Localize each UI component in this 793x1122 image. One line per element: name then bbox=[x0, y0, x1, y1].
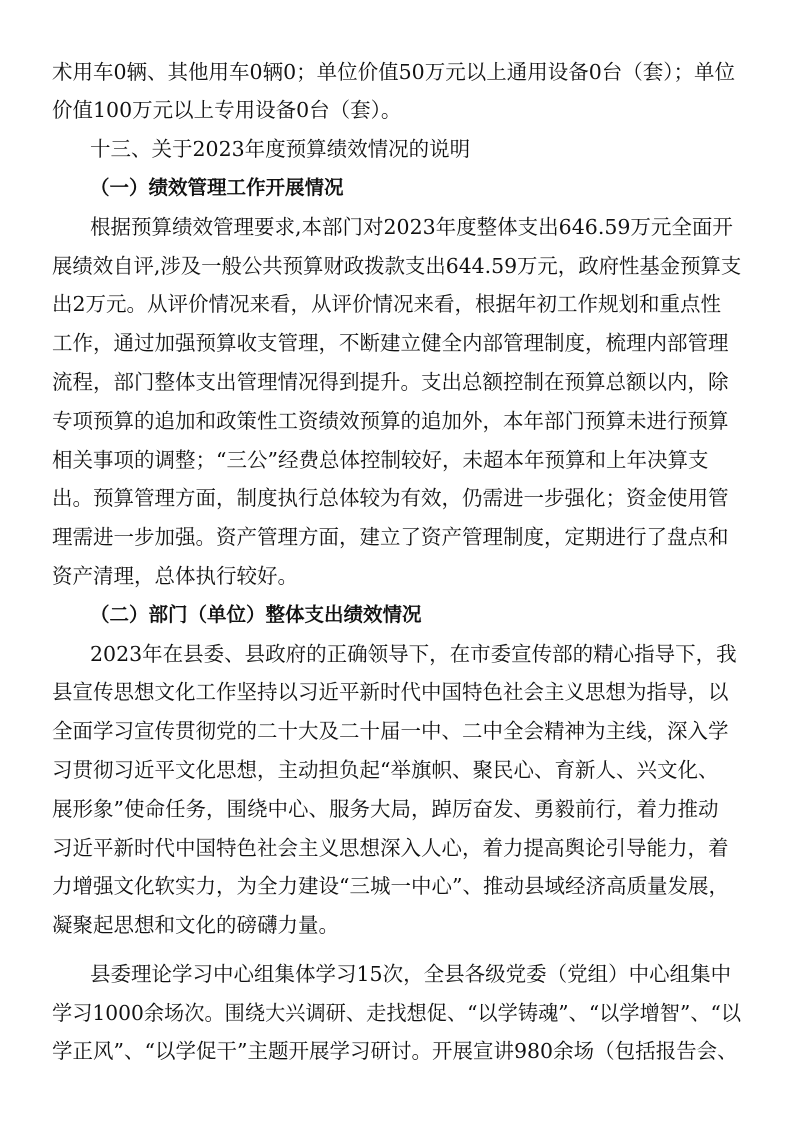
line-text: 专项预算的追加和政策性工资绩效预算的追加外，本年部门预算未进行预算 bbox=[52, 409, 729, 433]
line-text: 学习1000余场次。围绕大兴调研、走找想促、“以学铸魂”、“以学增智”、“以 bbox=[52, 1001, 742, 1025]
line-text: 价值100万元以上专用设备0台（套）。 bbox=[52, 98, 402, 122]
line-text: 工作，通过加强预算收支管理，不断建立健全内部管理制度，梳理内部管理 bbox=[52, 331, 729, 355]
line-text: 根据预算绩效管理要求,本部门对2023年度整体支出646.59万元全面开 bbox=[90, 215, 733, 239]
line-text: 出。预算管理方面，制度执行总体较为有效，仍需进一步强化；资金使用管 bbox=[52, 486, 729, 510]
line-text: 习贯彻习近平文化思想，主动担负起“举旗帜、聚民心、育新人、兴文化、 bbox=[52, 758, 719, 782]
line-text: 习近平新时代中国特色社会主义思想深入人心，着力提高舆论引导能力，着 bbox=[52, 836, 729, 860]
line-text: 资产清理，总体执行较好。 bbox=[52, 564, 298, 588]
line-text: 学正风”、“以学促干”主题开展学习研讨。开展宣讲980余场（包括报告会、 bbox=[52, 1039, 738, 1063]
line-text: 全面学习宣传贯彻党的二十大及二十届一中、二中全会精神为主线，深入学 bbox=[52, 719, 729, 743]
line-text: 出2万元。从评价情况来看，从评价情况来看，根据年初工作规划和重点性 bbox=[52, 292, 722, 316]
line-text: 凝聚起思想和文化的磅礴力量。 bbox=[52, 913, 339, 937]
line-text: 2023年在县委、县政府的正确领导下，在市委宣传部的精心指导下，我 bbox=[90, 642, 737, 666]
line-text: 术用车0辆、其他用车0辆0；单位价值50万元以上通用设备0台（套）；单位 bbox=[52, 60, 736, 84]
line-text: 展形象”使命任务，围绕中心、服务大局，踔厉奋发、勇毅前行，着力推动 bbox=[52, 797, 719, 821]
line-text: 县委理论学习中心组集体学习15次，全县各级党委（党组）中心组集中 bbox=[90, 962, 732, 986]
line-text: 县宣传思想文化工作坚持以习近平新时代中国特色社会主义思想为指导，以 bbox=[52, 680, 729, 704]
subsection-heading-text: （一）绩效管理工作开展情况 bbox=[90, 176, 344, 199]
line-text: 相关事项的调整；“三公”经费总体控制较好，未超本年预算和上年决算支 bbox=[52, 448, 709, 472]
section-heading-text: 十三、关于2023年度预算绩效情况的说明 bbox=[90, 137, 471, 161]
line-text: 流程，部门整体支出管理情况得到提升。支出总额控制在预算总额以内，除 bbox=[52, 370, 729, 394]
line-text: 理需进一步加强。资产管理方面，建立了资产管理制度，定期进行了盘点和 bbox=[52, 525, 729, 549]
line-text: 力增强文化软实力，为全力建设“三城一中心”、推动县域经济高质量发展， bbox=[52, 874, 729, 898]
subsection-heading-text: （二）部门（单位）整体支出绩效情况 bbox=[90, 603, 422, 626]
line-text: 展绩效自评,涉及一般公共预算财政拨款支出644.59万元，政府性基金预算支 bbox=[52, 254, 742, 278]
